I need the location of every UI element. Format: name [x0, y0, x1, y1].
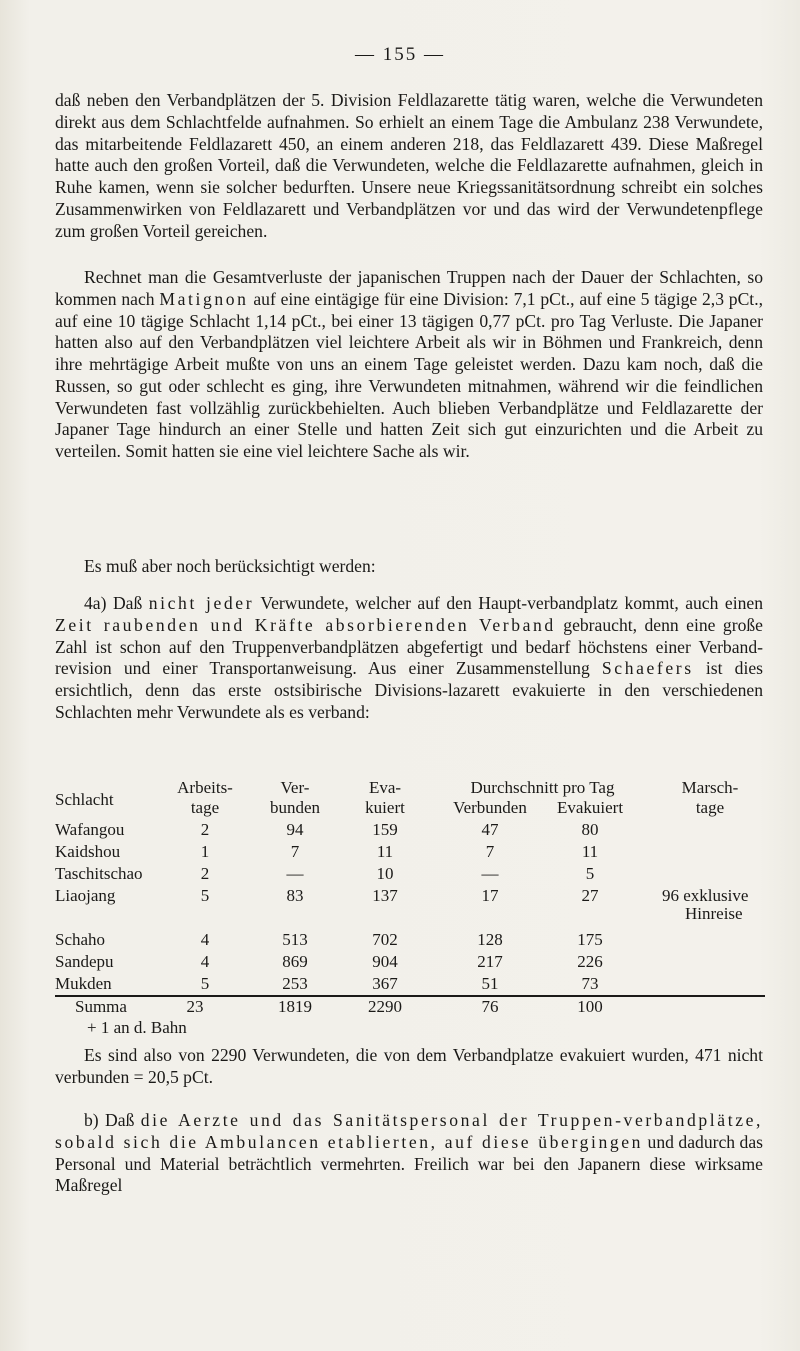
header-arbeitstage-2: tage: [190, 798, 220, 817]
summa-d-verbunden: 76: [481, 997, 499, 1016]
row-evakuiert: 367: [372, 974, 398, 993]
paragraph-6b: [55, 1110, 763, 1197]
header-evakuiert-1: Eva-: [368, 778, 402, 797]
row-evakuiert: 702: [372, 930, 398, 949]
row-tage: 5: [200, 974, 210, 993]
row-d-verbunden: 217: [477, 952, 503, 971]
paragraph-4a-text-a: 4a) Daß: [84, 593, 149, 613]
row-marsch: 96 exklusive: [662, 886, 749, 905]
row-d-evakuiert: 175: [577, 930, 603, 949]
row-evakuiert: 11: [376, 842, 394, 861]
header-verbunden-1: Ver-: [280, 778, 310, 797]
row-verbunden: 253: [282, 974, 308, 993]
row-evakuiert: 904: [372, 952, 398, 971]
paragraph-6b-text-b: und dadurch das Personal und Material beträchtlich vermehrten. Freilich war bei den Japanern diese wirksame Maßregel: [55, 1131, 764, 1196]
emphasis-aerzte: die Aerzte und das Sanitätspersonal der Truppen-verbandplätze, sobald sich die Ambulancen etablierten, auf diese übergingen: [55, 1110, 764, 1152]
row-name: Mukden: [55, 974, 112, 993]
row-tage: 5: [200, 886, 210, 905]
row-verbunden: 83: [286, 886, 304, 905]
row-verbunden: 869: [282, 952, 308, 971]
summa-label: Summa: [75, 997, 127, 1016]
header-schlacht: Schlacht: [55, 790, 114, 809]
row-tage: 1: [200, 842, 210, 861]
row-verbunden: 513: [282, 930, 308, 949]
paragraph-2-text-a: Rechnet man die Gesamtverluste der japanischen Truppen nach der Dauer der Schlachten, so kommen nach: [55, 267, 763, 309]
row-verbunden: 7: [290, 842, 300, 861]
paragraph-1: [55, 90, 763, 242]
emphasis-nicht-jeder: nicht jeder: [148, 593, 255, 613]
summa-tage: 23: [186, 997, 204, 1016]
row-verbunden: —: [286, 864, 304, 883]
summa-evakuiert: 2290: [368, 997, 402, 1016]
row-d-evakuiert: 27: [581, 886, 599, 905]
row-d-verbunden: 7: [485, 842, 495, 861]
emphasis-verband: Zeit raubenden und Kräfte absorbierenden Verband: [55, 614, 556, 635]
row-name: Kaidshou: [55, 842, 121, 861]
paragraph-2: [55, 267, 763, 463]
header-evakuiert-2: kuiert: [365, 798, 405, 817]
header-marsch-2: tage: [695, 798, 725, 817]
row-d-verbunden: —: [481, 864, 499, 883]
paragraph-4a-text-c: gebraucht, denn eine große Zahl ist schon auf den Truppenverbandplätzen abgefertigt und bedarf höchstens einer Verband-revision und einer Transportanweisung. Aus einer Zusammenstellung: [55, 614, 763, 679]
paragraph-6b-text-a: b) Daß: [84, 1110, 141, 1130]
row-tage: 4: [200, 930, 210, 949]
header-arbeitstage-1: Arbeits-: [177, 778, 233, 797]
author-name-matignon: Matignon: [159, 288, 249, 309]
row-tage: 2: [200, 820, 210, 839]
paragraph-2-text-b: auf eine eintägige für eine Division: 7,1 pCt., auf eine 5 tägige 2,3 pCt., auf eine 10 tägige Schlacht 1,14 pCt., bei einer 13 tägigen 0,77 pCt. pro Tag Verluste. Die Japaner hatten also auf den Verbandplätzen viel leichtere Arbeit als wir in Böhmen und Frankreich, denn ihre mehrtägige Arbeit mußte von uns an einem Tage geleistet werden. Dazu kam noch, daß die Russen, so gut oder schlecht es ging, ihre Verwundeten mitnahmen, während wir die feindlichen Verwundeten fast vollzählig zurückbehielten. Auch blieben Verbandplätze und Feldlazarette der Japaner Tage hindurch an einer Stelle und hatten Zeit sich gut einzurichten und die Arbeit zu verteilen. Somit hatten sie eine viel leichtere Sache als wir.: [55, 288, 763, 461]
header-verbunden-2: bunden: [269, 798, 321, 817]
row-evakuiert: 137: [372, 886, 398, 905]
table-note: + 1 an d. Bahn: [87, 1018, 187, 1037]
row-d-evakuiert: 11: [581, 842, 599, 861]
author-name-schaefers: Schaefers: [601, 658, 694, 679]
paragraph-1-text: daß neben den Verbandplätzen der 5. Division Feldlazarette tätig waren, welche die Verwundeten direkt aus dem Schlachtfelde aufnahmen. So erhielt an einem Tage die Ambulanz 238 Verwundete, das mitarbeitende Feldlazarett 450, an einem anderen 218, das Feldlazarett 439. Diese Maßregel hatte auch den großen Vorteil, daß die Verwundeten, welche die Feldlazarette aufnahmen, gleich in Ruhe kamen, wenn sie solcher bedurften. Unsere neue Kriegssanitätsordnung schreibt ein solches Zusammenwirken von Feldlazarett und Verbandplätzen vor und das wird der Verwundetenpflege zum großen Vorteil gereichen.: [55, 90, 763, 241]
header-d-evakuiert: Evakuiert: [556, 798, 624, 817]
paragraph-4a: [55, 593, 763, 724]
header-marsch-1: Marsch-: [681, 778, 739, 797]
paragraph-5-text: Es sind also von 2290 Verwundeten, die von dem Verbandplatze evakuiert wurden, 471 nicht verbunden = 20,5 pCt.: [55, 1045, 763, 1087]
summa-d-evakuiert: 100: [577, 997, 603, 1016]
row-name: Liaojang: [55, 886, 116, 905]
row-d-verbunden: 17: [481, 886, 499, 905]
row-d-evakuiert: 226: [577, 952, 603, 971]
row-name: Wafangou: [55, 820, 125, 839]
row-marsch-note: Hinreise: [685, 904, 743, 923]
row-tage: 4: [200, 952, 210, 971]
row-d-evakuiert: 5: [585, 864, 595, 883]
row-d-evakuiert: 80: [581, 820, 599, 839]
row-d-verbunden: 51: [481, 974, 499, 993]
row-name: Schaho: [55, 930, 106, 949]
row-d-verbunden: 128: [477, 930, 503, 949]
row-tage: 2: [200, 864, 210, 883]
paragraph-5: [55, 1045, 763, 1089]
paragraph-3: [55, 556, 763, 578]
row-name: Taschitschao: [55, 864, 143, 883]
header-durchschnitt: Durchschnitt pro Tag: [470, 778, 615, 797]
page-number: — 155 —: [355, 44, 445, 65]
summa-verbunden: 1819: [278, 997, 312, 1016]
paragraph-4a-text-b: Verwundete, welcher auf den Haupt-verbandplatz kommt, auch einen: [254, 593, 764, 613]
header-d-verbunden: Verbunden: [453, 798, 527, 817]
row-name: Sandepu: [55, 952, 114, 971]
statistics-table: [55, 778, 775, 1038]
row-d-verbunden: 47: [481, 820, 499, 839]
paragraph-3-text: Es muß aber noch berücksichtigt werden:: [84, 556, 376, 576]
paragraph-4a-text-d: ist dies ersichtlich, denn das erste ostsibirische Divisions-lazarett evakuierte in den verschiedenen Schlachten mehr Verwundete als es verband:: [55, 658, 763, 722]
row-d-evakuiert: 73: [581, 974, 599, 993]
row-verbunden: 94: [286, 820, 304, 839]
row-evakuiert: 10: [376, 864, 394, 883]
row-evakuiert: 159: [372, 820, 398, 839]
